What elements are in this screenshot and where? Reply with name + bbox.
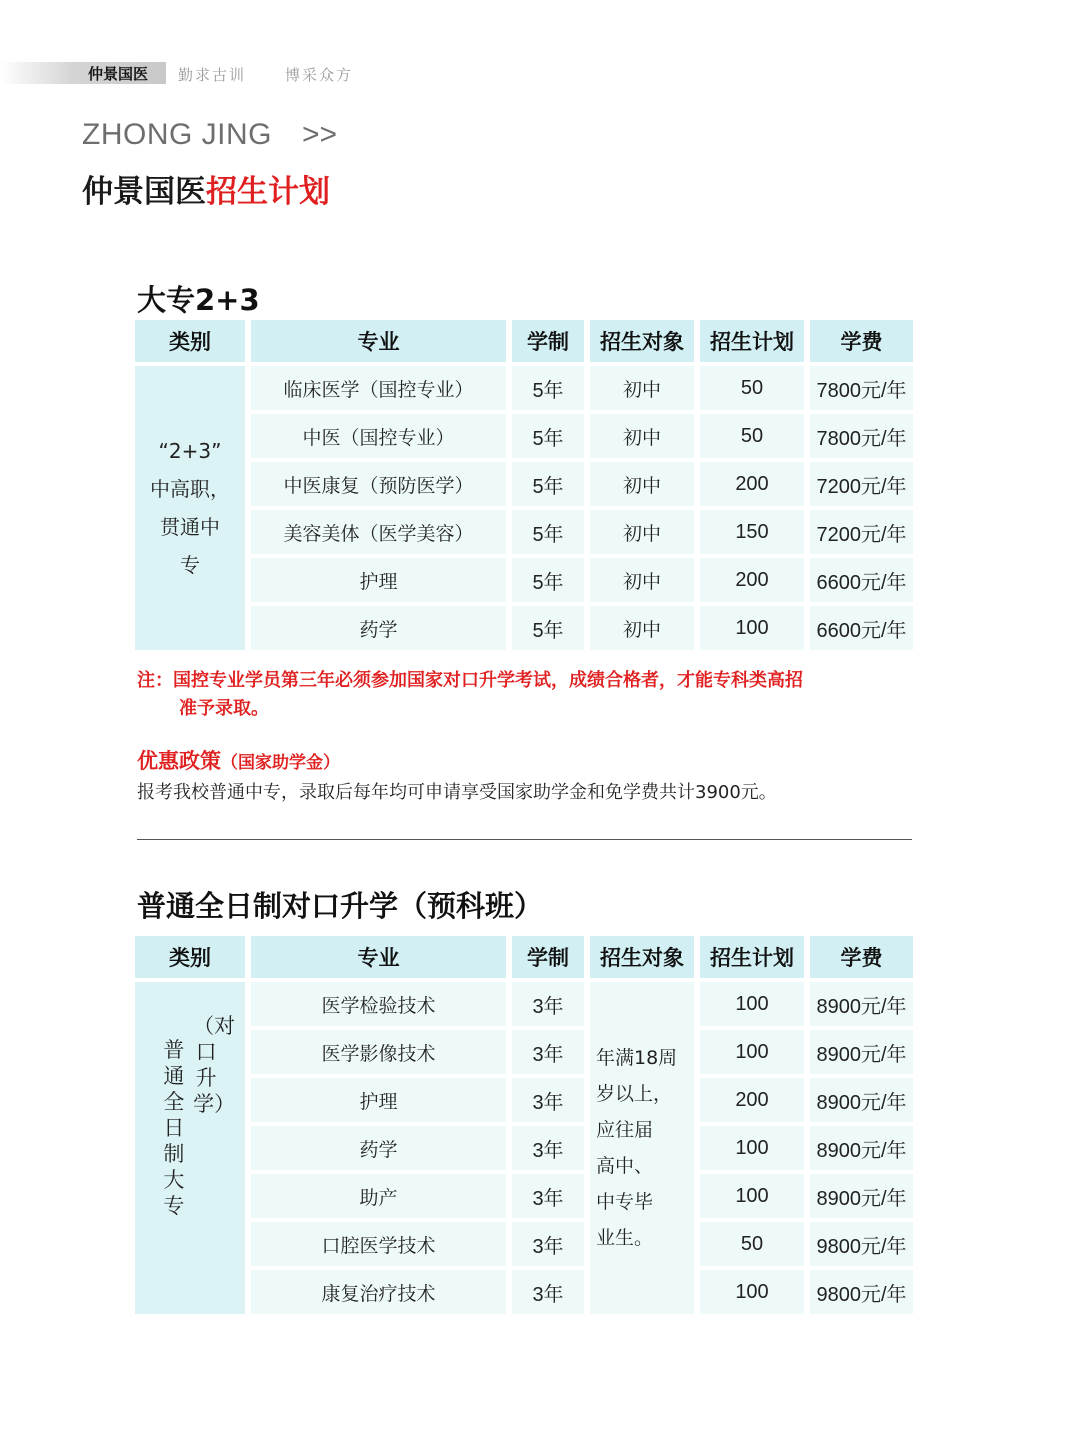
page-title xyxy=(82,166,330,211)
table-row xyxy=(135,1030,913,1074)
target-cell: 初中 xyxy=(590,558,694,602)
years-cell: 3年 xyxy=(512,1222,584,1266)
col-header-target: 招生对象 xyxy=(590,320,694,362)
target-cell: 初中 xyxy=(590,366,694,410)
plan-cell: 100 xyxy=(700,606,804,650)
english-title-arrow: >> xyxy=(302,118,338,151)
table-row xyxy=(135,1078,913,1122)
note-block xyxy=(137,667,927,723)
table-row xyxy=(135,558,913,602)
table-row xyxy=(135,1222,913,1266)
plan-cell: 50 xyxy=(700,1222,804,1266)
fee-cell: 9800元/年 xyxy=(810,1270,913,1314)
plan-cell: 200 xyxy=(700,558,804,602)
top-banner xyxy=(0,62,380,84)
target-line: 应往届 xyxy=(596,1119,654,1141)
table-row xyxy=(135,1126,913,1170)
plan-cell: 50 xyxy=(700,366,804,410)
col-header-years: 学制 xyxy=(512,320,584,362)
col-header-category: 类别 xyxy=(135,320,245,362)
years-cell: 3年 xyxy=(512,1270,584,1314)
section1-table xyxy=(129,316,919,654)
col-header-years: 学制 xyxy=(512,936,584,978)
years-cell: 5年 xyxy=(512,510,584,554)
policy-title-main: 优惠政策 xyxy=(137,749,221,773)
section2-category-cell xyxy=(135,982,245,1314)
plan-cell: 200 xyxy=(700,462,804,506)
target-line: 岁以上， xyxy=(596,1083,673,1105)
col-header-plan: 招生计划 xyxy=(700,936,804,978)
policy-title xyxy=(137,745,340,775)
major-cell: 中医康复（预防医学） xyxy=(251,462,506,506)
target-line: 年满18周 xyxy=(596,1047,678,1069)
banner-brand: 仲景国医 xyxy=(88,65,149,83)
major-cell: 医学影像技术 xyxy=(251,1030,506,1074)
table-row xyxy=(135,462,913,506)
fee-cell: 8900元/年 xyxy=(810,1174,913,1218)
table-row xyxy=(135,606,913,650)
target-cell: 初中 xyxy=(590,462,694,506)
note-line-2: 准予录取。 xyxy=(179,698,269,719)
table-row xyxy=(135,366,913,410)
section1-header-row xyxy=(135,320,913,362)
target-cell: 初中 xyxy=(590,510,694,554)
fee-cell: 8900元/年 xyxy=(810,1030,913,1074)
fee-cell: 7800元/年 xyxy=(810,414,913,458)
target-line: 业生。 xyxy=(596,1227,654,1249)
section2-target-cell xyxy=(590,982,694,1314)
category-vertical-main: 普通全日制大专 xyxy=(163,1038,185,1218)
page-title-red: 招生计划 xyxy=(206,174,330,210)
col-header-plan: 招生计划 xyxy=(700,320,804,362)
fee-cell: 8900元/年 xyxy=(810,1126,913,1170)
major-cell: 临床医学（国控专业） xyxy=(251,366,506,410)
fee-cell: 6600元/年 xyxy=(810,558,913,602)
policy-title-sub: （国家助学金） xyxy=(221,753,340,773)
section2-table xyxy=(129,932,919,1318)
plan-cell: 100 xyxy=(700,1270,804,1314)
category-line: 中高职， xyxy=(150,477,230,501)
target-cell: 初中 xyxy=(590,606,694,650)
fee-cell: 8900元/年 xyxy=(810,1078,913,1122)
section2-header-row xyxy=(135,936,913,978)
major-cell: 口腔医学技术 xyxy=(251,1222,506,1266)
table-row xyxy=(135,510,913,554)
major-cell: 美容美体（医学美容） xyxy=(251,510,506,554)
years-cell: 3年 xyxy=(512,1126,584,1170)
page-title-black: 仲景国医 xyxy=(82,174,206,210)
fee-cell: 7800元/年 xyxy=(810,366,913,410)
category-vertical-sub: （对口升学） xyxy=(193,1014,236,1116)
major-cell: 医学检验技术 xyxy=(251,982,506,1026)
years-cell: 3年 xyxy=(512,1078,584,1122)
major-cell: 助产 xyxy=(251,1174,506,1218)
table-row xyxy=(135,1270,913,1314)
fee-cell: 7200元/年 xyxy=(810,510,913,554)
col-header-category: 类别 xyxy=(135,936,245,978)
banner-slogan-1: 勤求古训 xyxy=(178,66,247,84)
plan-cell: 100 xyxy=(700,1030,804,1074)
plan-cell: 100 xyxy=(700,1126,804,1170)
fee-cell: 7200元/年 xyxy=(810,462,913,506)
col-header-target: 招生对象 xyxy=(590,936,694,978)
plan-cell: 100 xyxy=(700,1174,804,1218)
years-cell: 5年 xyxy=(512,414,584,458)
plan-cell: 200 xyxy=(700,1078,804,1122)
major-cell: 康复治疗技术 xyxy=(251,1270,506,1314)
table-row xyxy=(135,1174,913,1218)
plan-cell: 100 xyxy=(700,982,804,1026)
table-row xyxy=(135,414,913,458)
major-cell: 药学 xyxy=(251,606,506,650)
col-header-major: 专业 xyxy=(251,320,506,362)
col-header-major: 专业 xyxy=(251,936,506,978)
major-cell: 中医（国控专业） xyxy=(251,414,506,458)
english-title: ZHONG JING xyxy=(82,118,272,151)
section-divider xyxy=(137,839,912,840)
col-header-fee: 学费 xyxy=(810,320,913,362)
policy-text: 报考我校普通中专，录取后每年均可申请享受国家助学金和免学费共计3900元。 xyxy=(137,782,777,803)
category-line: 专 xyxy=(180,553,200,577)
years-cell: 3年 xyxy=(512,1030,584,1074)
major-cell: 护理 xyxy=(251,558,506,602)
category-line: “2+3” xyxy=(158,439,222,463)
years-cell: 5年 xyxy=(512,558,584,602)
years-cell: 5年 xyxy=(512,366,584,410)
section2-title: 普通全日制对口升学（预科班） xyxy=(137,889,544,923)
target-cell: 初中 xyxy=(590,414,694,458)
note-line-1: 注：国控专业学员第三年必须参加国家对口升学考试，成绩合格者，才能专科类高招 xyxy=(137,670,803,691)
major-cell: 药学 xyxy=(251,1126,506,1170)
table-row xyxy=(135,982,913,1026)
plan-cell: 150 xyxy=(700,510,804,554)
fee-cell: 9800元/年 xyxy=(810,1222,913,1266)
fee-cell: 8900元/年 xyxy=(810,982,913,1026)
major-cell: 护理 xyxy=(251,1078,506,1122)
section1-category-cell xyxy=(135,366,245,650)
category-line: 贯通中 xyxy=(160,515,220,539)
years-cell: 3年 xyxy=(512,1174,584,1218)
section1-title: 大专2+3 xyxy=(137,283,260,317)
years-cell: 3年 xyxy=(512,982,584,1026)
banner-slogan-2: 博采众方 xyxy=(285,66,354,84)
target-line: 高中、 xyxy=(596,1155,654,1177)
years-cell: 5年 xyxy=(512,462,584,506)
fee-cell: 6600元/年 xyxy=(810,606,913,650)
plan-cell: 50 xyxy=(700,414,804,458)
years-cell: 5年 xyxy=(512,606,584,650)
col-header-fee: 学费 xyxy=(810,936,913,978)
target-line: 中专毕 xyxy=(596,1191,654,1213)
